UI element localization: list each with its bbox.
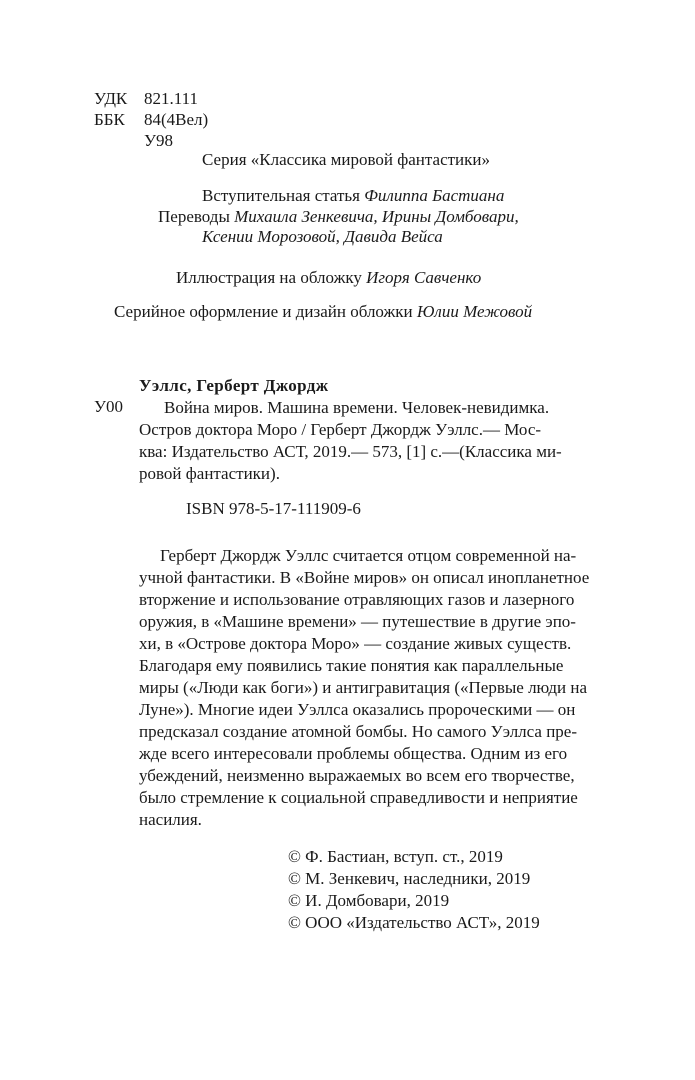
isbn: ISBN 978-5-17-111909-6 [186, 499, 361, 518]
annotation-line: убеждений, неизменно выражаемых во всем его творчестве, [139, 766, 575, 785]
annotation-line: предсказал создание атомной бомбы. Но самого Уэллса пре- [139, 722, 578, 741]
copyright-line: © ООО «Издательство АСТ», 2019 [288, 913, 540, 932]
cover-credit [176, 268, 481, 288]
catalog-line: Остров доктора Моро / Герберт Джордж Уэллс.— Мос- [139, 420, 542, 439]
catalog-line: ква: Издательство АСТ, 2019.— 573, [1] с.—(Классика ми- [139, 442, 562, 461]
udk-label: УДК [94, 89, 128, 108]
annotation-line: насилия. [139, 810, 202, 829]
translators-line1: Михаила Зенкевича, Ирины Домбовари, [234, 207, 519, 226]
copyright-line: © М. Зенкевич, наследники, 2019 [288, 869, 531, 888]
intro-credit [202, 186, 504, 206]
annotation-line: оружия, в «Машине времени» — путешествие в другие эпо- [139, 612, 576, 631]
translators-line2: Ксении Морозовой, Давида Вейса [202, 227, 443, 246]
translations-prefix: Переводы [158, 207, 230, 226]
udk-value: 821.111 [144, 89, 198, 108]
catalog-line: ровой фантастики). [139, 464, 280, 483]
cover-name: Игоря Савченко [366, 268, 482, 287]
copyright-line: © И. Домбовари, 2019 [288, 891, 450, 910]
annotation-line: Луне»). Многие идеи Уэллса оказались пророческими — он [139, 700, 576, 719]
design-credit [114, 302, 532, 322]
series-title: Серия «Классика мировой фантастики» [202, 150, 490, 169]
annotation-line: было стремление к социальной справедливости и неприятие [139, 788, 578, 807]
bbk-label: ББК [94, 110, 125, 129]
copyright-line: © Ф. Бастиан, вступ. ст., 2019 [288, 847, 503, 866]
cover-prefix: Иллюстрация на обложку [176, 268, 362, 287]
catalog-author: Уэллс, Герберт Джордж [139, 376, 329, 395]
design-prefix: Серийное оформление и дизайн обложки [114, 302, 413, 321]
intro-name: Филиппа Бастиана [364, 186, 505, 205]
annotation-line: вторжение и использование отравляющих газов и лазерного [139, 590, 575, 609]
author-mark: У98 [144, 131, 174, 150]
annotation-line: учной фантастики. В «Войне миров» он описал инопланетное [139, 568, 590, 587]
catalog-line: Война миров. Машина времени. Человек-невидимка. [164, 398, 550, 417]
annotation-line: Благодаря ему появились такие понятия как параллельные [139, 656, 564, 675]
translations-credit [158, 207, 519, 227]
intro-prefix: Вступительная статья [202, 186, 360, 205]
design-name: Юлии Межовой [416, 302, 533, 321]
annotation-line: жде всего интересовали проблемы общества. Одним из его [139, 744, 568, 763]
catalog-mark: У00 [94, 397, 124, 416]
annotation-line: хи, в «Острове доктора Моро» — создание живых существ. [139, 634, 572, 653]
annotation-line: миры («Люди как боги») и антигравитация («Первые люди на [139, 678, 588, 697]
annotation-line: Герберт Джордж Уэллс считается отцом современной на- [160, 546, 577, 565]
bbk-value: 84(4Вел) [144, 110, 209, 129]
